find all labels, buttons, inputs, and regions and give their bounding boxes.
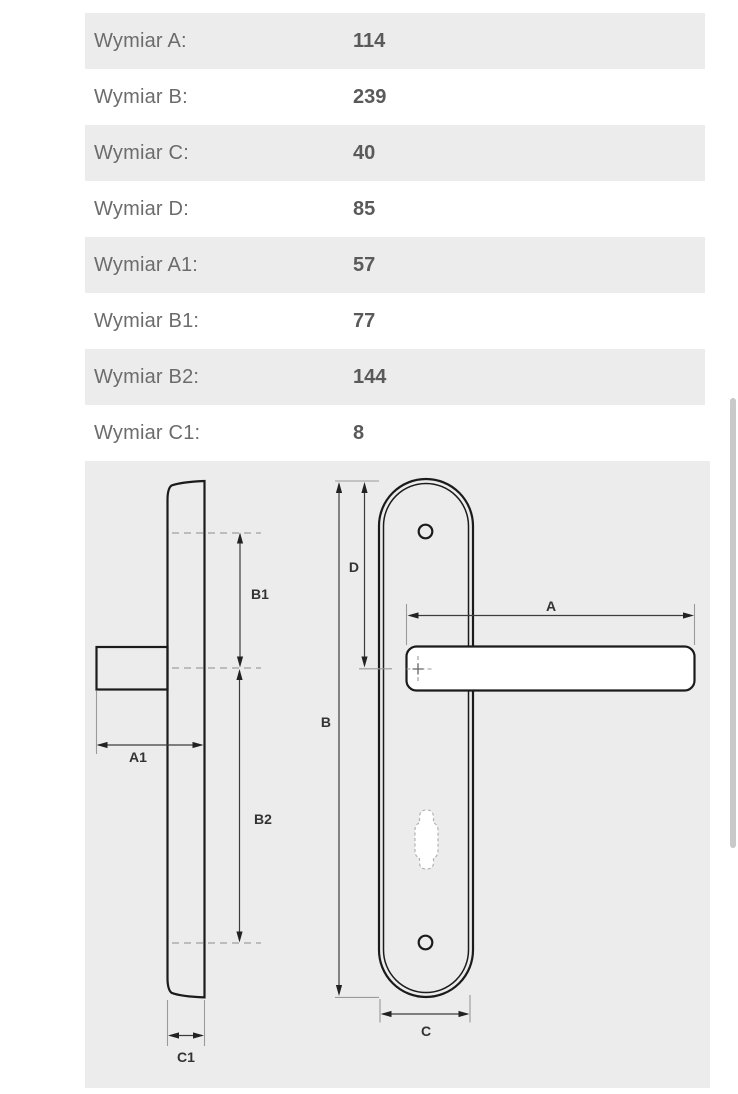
dimension-a1: [97, 691, 204, 765]
dimension-label: Wymiar B:: [94, 85, 188, 108]
dimension-label: Wymiar B1:: [94, 309, 200, 332]
table-row: [85, 69, 705, 125]
dimension-label-c1: C1: [177, 1049, 195, 1065]
dimension-c: [380, 995, 470, 1039]
dimension-value: 8: [353, 421, 365, 444]
table-row: [85, 125, 705, 181]
dimension-value: 114: [353, 29, 386, 52]
table-row: [85, 13, 705, 69]
technical-drawing-panel: [85, 461, 710, 1088]
dimension-value: 85: [353, 197, 376, 220]
dimension-value: 239: [353, 85, 387, 108]
handle-technical-drawing: [85, 461, 710, 1088]
handle-lever: [407, 647, 695, 691]
dimension-label: Wymiar B2:: [94, 365, 200, 388]
dimension-d: [349, 482, 392, 669]
dimension-label: Wymiar A:: [94, 29, 187, 52]
dimension-label-b: B: [320, 714, 331, 730]
dimension-label: Wymiar C:: [94, 141, 189, 164]
dimension-label-a: A: [545, 598, 557, 614]
dimension-value: 77: [353, 309, 376, 332]
dimension-label-c: C: [420, 1023, 432, 1039]
dimension-value: 57: [353, 253, 376, 276]
plate-front-outer: [379, 479, 473, 997]
handle-side-profile: [97, 647, 168, 690]
dimensions-table: [85, 13, 705, 461]
dimension-a: [407, 598, 695, 645]
front-view: [379, 479, 695, 997]
keyhole: [415, 810, 438, 869]
dimension-label-a1: A1: [129, 749, 147, 765]
dimension-value: 144: [353, 365, 387, 388]
dimension-label: Wymiar D:: [94, 197, 189, 220]
screw-hole-top: [419, 525, 433, 539]
screw-hole-bottom: [419, 936, 433, 950]
table-row: [85, 237, 705, 293]
scrollbar-thumb[interactable]: [730, 398, 736, 848]
dimension-b1: [237, 533, 269, 668]
dimension-label-b2: B2: [254, 811, 272, 827]
dimension-label-d: D: [348, 559, 359, 575]
dimension-value: 40: [353, 141, 376, 164]
plate-side-profile: [168, 481, 205, 997]
dimension-c1: [168, 1000, 205, 1065]
table-row: [85, 349, 705, 405]
table-row: [85, 405, 705, 461]
dimension-label-b1: B1: [251, 586, 269, 602]
dimension-label: Wymiar C1:: [94, 421, 201, 444]
dimension-label: Wymiar A1:: [94, 253, 199, 276]
table-row: [85, 181, 705, 237]
side-view: [97, 481, 262, 997]
table-row: [85, 293, 705, 349]
plate-front-inner: [384, 484, 469, 993]
dimension-b2: [236, 669, 272, 943]
